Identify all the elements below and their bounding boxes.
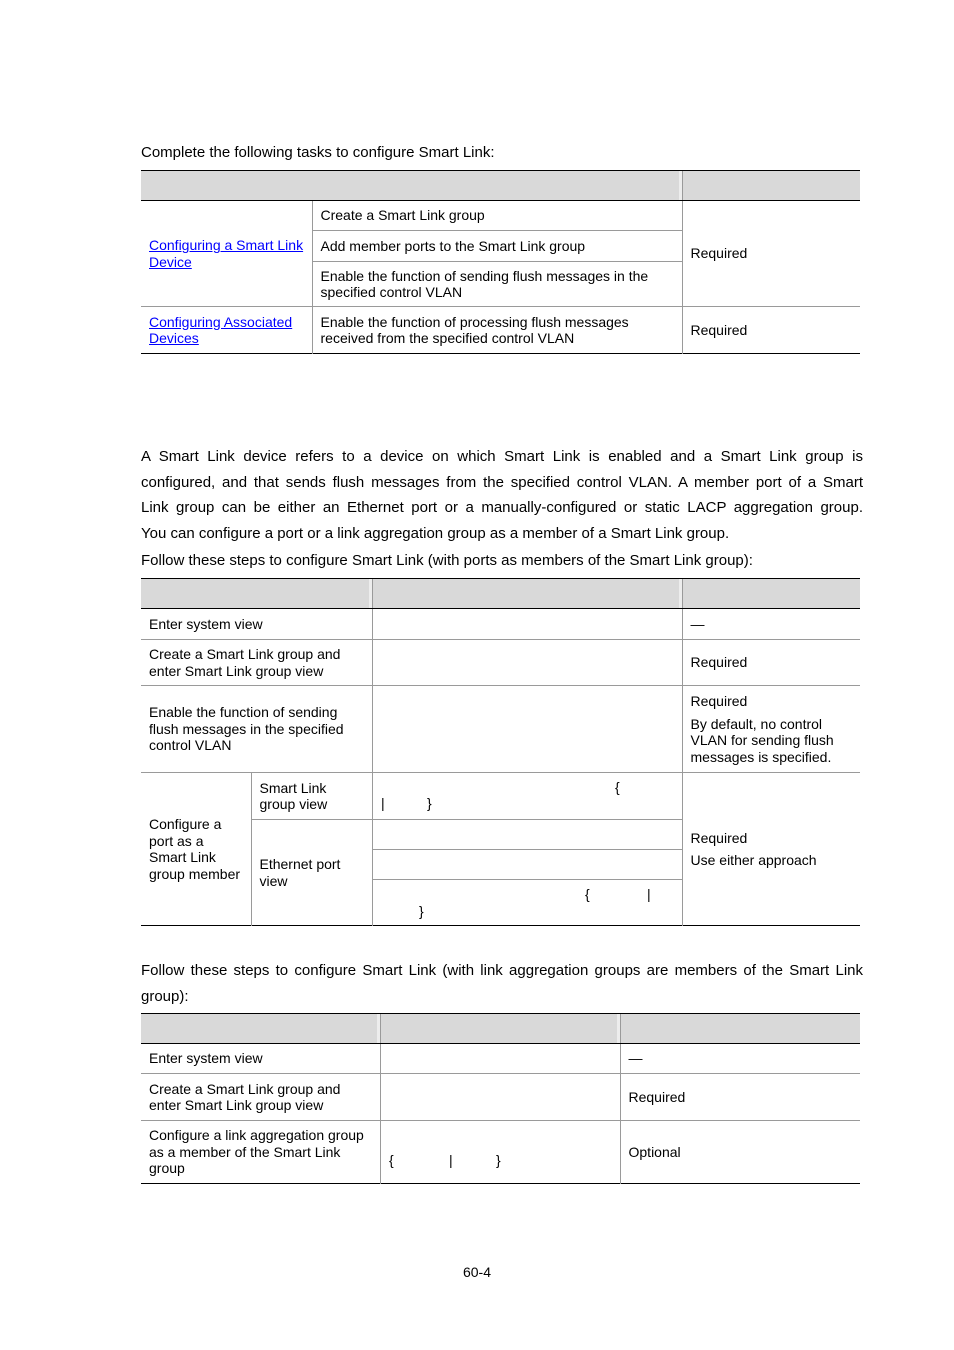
table-row [141, 686, 860, 773]
task-cell: Add member ports to the Smart Link group [312, 231, 682, 262]
task-cell: Enable the function of sending flush messages in the specified control VLAN [312, 262, 682, 307]
table-row [141, 307, 860, 354]
brace-close-symbol: } [419, 903, 424, 919]
page-number: 60-4 [462, 1264, 492, 1280]
remark-cell: — [682, 609, 860, 640]
description-paragraph [141, 444, 863, 574]
pipe-symbol: | [449, 1152, 453, 1168]
intro-text: Complete the following tasks to configure Smart Link: [141, 144, 495, 161]
brace-close-symbol: } [427, 795, 432, 811]
brace-open-symbol: { [389, 1152, 394, 1168]
command-cell [380, 1044, 620, 1074]
operation-cell: Configure a link aggregation group as a member of the Smart Link group [141, 1121, 380, 1184]
header-cell [141, 171, 682, 201]
steps-ports-intro: Follow these steps to configure Smart Link (with ports as members of the Smart Link group): [141, 552, 753, 570]
agg-table-header [141, 1014, 860, 1044]
operation-cell: Configure a port as a Smart Link group member [141, 773, 251, 926]
steps-agg-intro [141, 958, 863, 1009]
command-cell [380, 1074, 620, 1121]
ports-table-header [141, 579, 860, 609]
command-cell [372, 820, 682, 850]
table-row [141, 609, 860, 640]
remark-required: Required [690, 693, 748, 709]
brace-open-symbol: { [615, 779, 620, 795]
paragraph-line: configured, and that sends flush messages from the specified control VLAN. A member port of a Smart [141, 473, 863, 491]
intro-line: Follow these steps to configure Smart Link (with link aggregation groups are members of the Smart Link [141, 962, 863, 979]
configuring-associated-devices-link[interactable]: Configuring Associated Devices [149, 313, 293, 346]
pipe-symbol: | [381, 795, 385, 811]
table-row [141, 1074, 860, 1121]
remark-cell [682, 773, 860, 926]
header-cell [682, 579, 860, 609]
paragraph-line: You can configure a port or a link aggregation group as a member of a Smart Link group. [141, 524, 730, 542]
table-row [141, 640, 860, 686]
operation-cell: Enter system view [141, 1044, 380, 1074]
command-cell [372, 609, 682, 640]
paragraph-line: Link group can be either an Ethernet port or a manually-configured or static LACP aggregation group. [141, 499, 863, 517]
header-cell [620, 1014, 860, 1044]
view-cell: Smart Link group view [251, 773, 372, 820]
command-cell [372, 686, 682, 773]
pipe-symbol: | [647, 886, 651, 902]
paragraph-line: A Smart Link device refers to a device on which Smart Link is enabled and a Smart Link group is [141, 448, 863, 465]
remark-cell: — [620, 1044, 860, 1074]
table-row [141, 1044, 860, 1074]
operation-cell: Create a Smart Link group and enter Smart Link group view [141, 640, 372, 686]
remark-cell [682, 686, 860, 773]
configuring-smart-link-device-link[interactable]: Configuring a Smart Link Device [149, 237, 304, 270]
header-cell [372, 579, 682, 609]
brace-open-symbol: { [585, 886, 590, 902]
task-link-cell [141, 201, 312, 307]
header-cell [141, 1014, 380, 1044]
task-table [141, 170, 860, 354]
remark-cell: Required [682, 640, 860, 686]
intro-line: group): [141, 987, 189, 1005]
header-cell [682, 171, 860, 201]
ports-steps-table [141, 578, 860, 926]
view-cell: Ethernet port view [251, 820, 372, 926]
command-cell [372, 850, 682, 880]
command-cell [372, 640, 682, 686]
task-link-cell [141, 307, 312, 354]
table-row [141, 201, 860, 231]
command-cell [372, 773, 682, 820]
operation-cell: Enable the function of sending flush messages in the specified control VLAN [141, 686, 372, 773]
remark-cell: Required [682, 201, 860, 307]
remark-note: By default, no control VLAN for sending flush messages is specified. [690, 715, 834, 765]
remark-note: Use either approach [690, 852, 817, 868]
remark-required: Required [690, 829, 748, 846]
task-table-header [141, 171, 860, 201]
task-cell: Enable the function of processing flush messages received from the specified control VLAN [312, 307, 682, 354]
operation-cell: Create a Smart Link group and enter Smart Link group view [141, 1074, 380, 1121]
remark-cell: Optional [620, 1121, 860, 1184]
header-cell [380, 1014, 620, 1044]
remark-cell: Required [682, 307, 860, 354]
remark-cell: Required [620, 1074, 860, 1121]
task-cell: Create a Smart Link group [312, 201, 682, 231]
brace-close-symbol: } [496, 1152, 501, 1168]
header-cell [141, 579, 372, 609]
table-row [141, 773, 860, 820]
operation-cell: Enter system view [141, 609, 372, 640]
